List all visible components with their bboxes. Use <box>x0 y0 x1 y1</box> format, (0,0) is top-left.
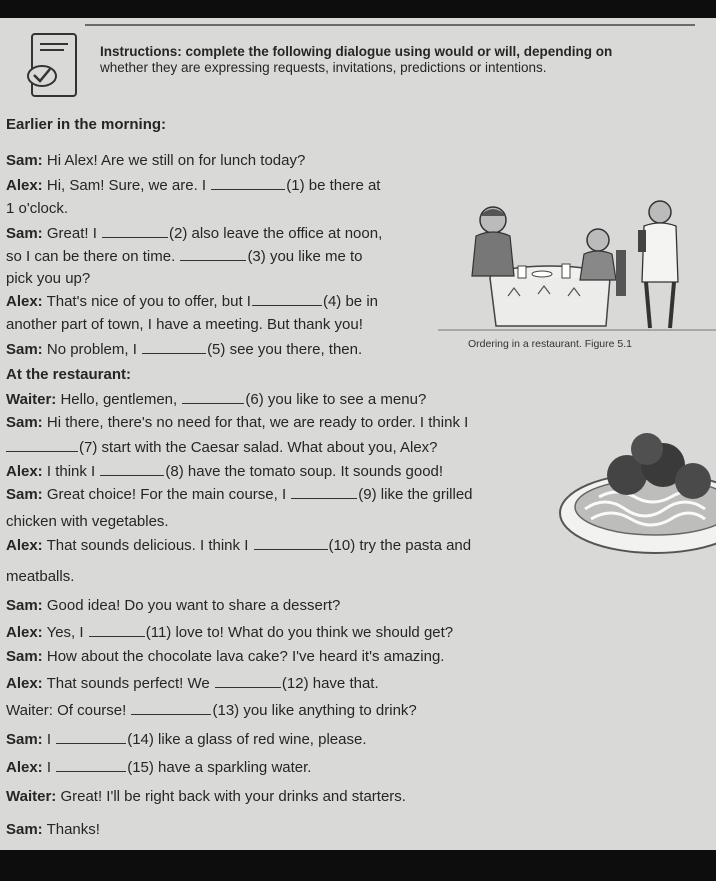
dialogue-line: Sam: Great! I (2) also leave the office at noon, <box>6 225 383 242</box>
answer-blank-13[interactable] <box>131 701 211 715</box>
dialogue-line: Sam: Hi there, there's no need for that, we are ready to order. I think I <box>6 414 469 431</box>
answer-blank-6[interactable] <box>182 390 244 404</box>
dialogue-line: Alex: That's nice of you to offer, but I (4) be in <box>6 293 378 310</box>
figure-caption: Ordering in a restaurant. Figure 5.1 <box>468 338 633 350</box>
dialogue-line: Alex: I (15) have a sparkling water. <box>6 759 312 776</box>
answer-blank-8[interactable] <box>100 462 164 476</box>
pasta-meatballs-illustration <box>555 413 716 563</box>
restaurant-illustration <box>438 186 716 332</box>
answer-blank-14[interactable] <box>56 730 126 744</box>
answer-blank-2[interactable] <box>102 224 168 238</box>
dialogue-line: Waiter: Of course! (13) you like anything to drink? <box>6 702 417 719</box>
dialogue-line: Sam: Thanks! <box>6 821 100 838</box>
dialogue-line: chicken with vegetables. <box>6 513 169 530</box>
dialogue-line: Sam: No problem, I (5) see you there, then. <box>6 341 363 358</box>
answer-blank-10[interactable] <box>254 536 328 550</box>
checklist-icon <box>20 30 80 100</box>
answer-blank-9[interactable] <box>291 485 357 499</box>
top-rule <box>85 24 695 26</box>
dialogue-line: 1 o'clock. <box>6 200 69 217</box>
dialogue-line: (7) start with the Caesar salad. What about you, Alex? <box>6 438 438 457</box>
dialogue-line: Waiter: Great! I'll be right back with your drinks and starters. <box>6 788 406 805</box>
dialogue-line: Alex: Hi, Sam! Sure, we are. I (1) be there at <box>6 177 381 194</box>
answer-blank-11[interactable] <box>89 623 145 637</box>
dialogue-line: another part of town, I have a meeting. But thank you! <box>6 316 363 333</box>
dialogue-line: Alex: I think I (8) have the tomato soup. It sounds good! <box>6 463 444 480</box>
dialogue-line: Sam: Good idea! Do you want to share a dessert? <box>6 597 341 614</box>
answer-blank-7[interactable] <box>6 438 78 452</box>
instructions-line2: whether they are expressing requests, invitations, predictions or intentions. <box>100 60 547 75</box>
answer-blank-5[interactable] <box>142 340 206 354</box>
dialogue-line: Alex: That sounds delicious. I think I (10) try the pasta and <box>6 537 472 554</box>
dialogue-line: meatballs. <box>6 568 75 585</box>
dialogue-line: Sam: I (14) like a glass of red wine, please. <box>6 731 367 748</box>
section-heading-morning: Earlier in the morning: <box>6 116 167 133</box>
answer-blank-3[interactable] <box>180 247 246 261</box>
dialogue-line: Sam: Great choice! For the main course, I (9) like the grilled <box>6 486 473 503</box>
dialogue-line: Alex: That sounds perfect! We (12) have that. <box>6 675 379 692</box>
answer-blank-12[interactable] <box>215 674 281 688</box>
answer-blank-1[interactable] <box>211 176 285 190</box>
answer-blank-4[interactable] <box>252 292 322 306</box>
dialogue-line: pick you up? <box>6 270 91 287</box>
dialogue-line: Alex: Yes, I (11) love to! What do you think we should get? <box>6 624 454 641</box>
section-heading-restaurant: At the restaurant: <box>6 366 132 383</box>
dialogue-line: so I can be there on time. (3) you like me to <box>6 248 363 265</box>
instructions <box>100 44 700 76</box>
answer-blank-15[interactable] <box>56 758 126 772</box>
dialogue-line: Sam: How about the chocolate lava cake? I've heard it's amazing. <box>6 648 445 665</box>
instructions-line1: Instructions: complete the following dialogue using would or will, depending on <box>100 44 613 59</box>
worksheet-page <box>0 18 716 850</box>
dialogue-line: Waiter: Hello, gentlemen, (6) you like to see a menu? <box>6 391 427 408</box>
dialogue-line: Sam: Hi Alex! Are we still on for lunch today? <box>6 152 306 169</box>
